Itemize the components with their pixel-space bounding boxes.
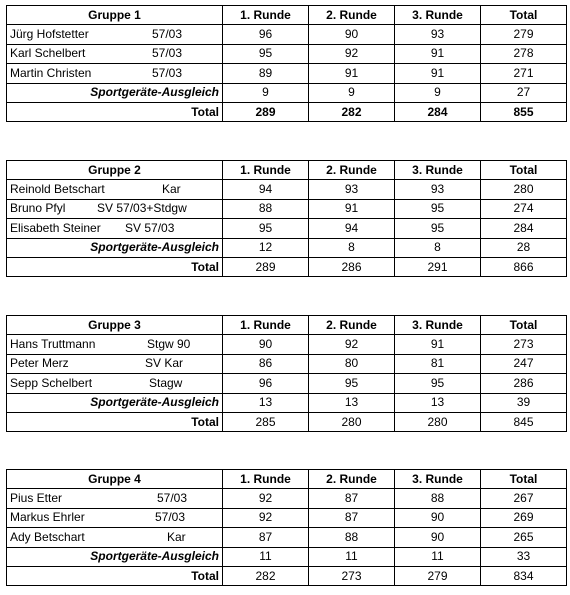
header-row — [7, 161, 567, 180]
header-total: Total — [481, 316, 567, 335]
ausgleich-total: 28 — [481, 238, 567, 257]
ausgleich-label: Sportgeräte-Ausgleich — [7, 83, 223, 102]
round-1-score: 88 — [223, 199, 309, 218]
club-label: SV 57/03+Stdgw — [97, 201, 187, 216]
shooter-cell — [7, 528, 223, 547]
table-row — [7, 219, 567, 238]
shooter-cell — [7, 374, 223, 393]
total-round-1: 289 — [223, 102, 309, 121]
row-total: 278 — [481, 44, 567, 63]
ausgleich-total: 27 — [481, 83, 567, 102]
round-3-score: 81 — [395, 354, 481, 373]
group-table-1 — [6, 5, 567, 122]
round-3-score: 93 — [395, 180, 481, 199]
table-row — [7, 508, 567, 527]
table-row — [7, 374, 567, 393]
ausgleich-round-1: 12 — [223, 238, 309, 257]
round-2-score: 93 — [309, 180, 395, 199]
header-round-1: 1. Runde — [223, 470, 309, 489]
total-round-1: 282 — [223, 566, 309, 585]
round-1-score: 96 — [223, 374, 309, 393]
group-title: Gruppe 2 — [7, 161, 223, 180]
club-label: Kar — [162, 182, 181, 197]
row-total: 280 — [481, 180, 567, 199]
shooter-cell — [7, 25, 223, 44]
shooter-name: Jürg Hofstetter — [10, 27, 89, 42]
total-round-3: 280 — [395, 412, 481, 431]
total-label: Total — [7, 412, 223, 431]
row-total: 265 — [481, 528, 567, 547]
grand-total: 855 — [481, 102, 567, 121]
round-2-score: 87 — [309, 489, 395, 508]
total-round-1: 289 — [223, 257, 309, 276]
group-table-4 — [6, 469, 567, 586]
table-row — [7, 528, 567, 547]
shooter-cell — [7, 508, 223, 527]
ausgleich-row — [7, 83, 567, 102]
club-label: 57/03 — [155, 510, 186, 525]
club-label: SV 57/03 — [125, 220, 175, 235]
table-row — [7, 354, 567, 373]
round-3-score: 90 — [395, 508, 481, 527]
round-3-score: 88 — [395, 489, 481, 508]
shooter-name: Peter Merz — [10, 356, 69, 371]
header-total: Total — [481, 161, 567, 180]
ausgleich-row — [7, 547, 567, 566]
total-round-2: 282 — [309, 102, 395, 121]
shooter-cell — [7, 335, 223, 354]
round-1-score: 86 — [223, 354, 309, 373]
ausgleich-label: Sportgeräte-Ausgleich — [7, 547, 223, 566]
total-row — [7, 102, 567, 121]
ausgleich-total: 39 — [481, 393, 567, 412]
shooter-cell — [7, 44, 223, 63]
ausgleich-round-3: 11 — [395, 547, 481, 566]
total-row — [7, 566, 567, 585]
round-2-score: 80 — [309, 354, 395, 373]
header-round-2: 2. Runde — [309, 316, 395, 335]
round-1-score: 95 — [223, 44, 309, 63]
shooter-name: Bruno Pfyl — [10, 201, 66, 216]
total-round-3: 291 — [395, 257, 481, 276]
total-label: Total — [7, 566, 223, 585]
shooter-cell — [7, 354, 223, 373]
group-title: Gruppe 1 — [7, 6, 223, 25]
table-row — [7, 199, 567, 218]
ausgleich-round-3: 13 — [395, 393, 481, 412]
club-label: 57/03 — [152, 65, 183, 80]
ausgleich-total: 33 — [481, 547, 567, 566]
header-round-3: 3. Runde — [395, 6, 481, 25]
club-label: Stgw 90 — [147, 337, 191, 352]
round-1-score: 95 — [223, 219, 309, 238]
total-label: Total — [7, 102, 223, 121]
round-2-score: 87 — [309, 508, 395, 527]
header-total: Total — [481, 470, 567, 489]
shooter-name: Sepp Schelbert — [10, 375, 93, 390]
round-1-score: 87 — [223, 528, 309, 547]
round-3-score: 95 — [395, 219, 481, 238]
shooter-name: Reinold Betschart — [10, 182, 105, 197]
grand-total: 866 — [481, 257, 567, 276]
ausgleich-label: Sportgeräte-Ausgleich — [7, 393, 223, 412]
header-round-3: 3. Runde — [395, 161, 481, 180]
round-3-score: 93 — [395, 25, 481, 44]
club-label: 57/03 — [152, 27, 183, 42]
table-row — [7, 335, 567, 354]
ausgleich-round-2: 9 — [309, 83, 395, 102]
table-row — [7, 180, 567, 199]
shooter-name: Pius Etter — [10, 491, 63, 506]
header-total: Total — [481, 6, 567, 25]
total-label: Total — [7, 257, 223, 276]
round-1-score: 90 — [223, 335, 309, 354]
row-total: 267 — [481, 489, 567, 508]
group-table-2 — [6, 160, 567, 277]
total-row — [7, 257, 567, 276]
round-1-score: 92 — [223, 508, 309, 527]
ausgleich-label: Sportgeräte-Ausgleich — [7, 238, 223, 257]
total-round-2: 280 — [309, 412, 395, 431]
ausgleich-round-3: 8 — [395, 238, 481, 257]
total-round-3: 279 — [395, 566, 481, 585]
total-round-2: 286 — [309, 257, 395, 276]
row-total: 279 — [481, 25, 567, 44]
total-row — [7, 412, 567, 431]
club-label: Stagw — [149, 375, 183, 390]
round-3-score: 95 — [395, 374, 481, 393]
table-row — [7, 64, 567, 83]
header-row — [7, 470, 567, 489]
header-round-1: 1. Runde — [223, 6, 309, 25]
round-2-score: 92 — [309, 44, 395, 63]
club-label: 57/03 — [157, 491, 188, 506]
shooter-name: Ady Betschart — [10, 529, 85, 544]
header-round-3: 3. Runde — [395, 470, 481, 489]
shooter-cell — [7, 489, 223, 508]
group-title: Gruppe 4 — [7, 470, 223, 489]
grand-total: 834 — [481, 566, 567, 585]
row-total: 284 — [481, 219, 567, 238]
header-round-2: 2. Runde — [309, 470, 395, 489]
row-total: 274 — [481, 199, 567, 218]
ausgleich-round-2: 13 — [309, 393, 395, 412]
round-1-score: 94 — [223, 180, 309, 199]
header-round-3: 3. Runde — [395, 316, 481, 335]
round-1-score: 92 — [223, 489, 309, 508]
table-row — [7, 25, 567, 44]
round-2-score: 90 — [309, 25, 395, 44]
ausgleich-round-2: 11 — [309, 547, 395, 566]
header-round-1: 1. Runde — [223, 316, 309, 335]
round-1-score: 89 — [223, 64, 309, 83]
row-total: 271 — [481, 64, 567, 83]
group-table-3 — [6, 315, 567, 432]
ausgleich-row — [7, 238, 567, 257]
shooter-cell — [7, 219, 223, 238]
round-3-score: 91 — [395, 44, 481, 63]
ausgleich-row — [7, 393, 567, 412]
round-1-score: 96 — [223, 25, 309, 44]
ausgleich-round-1: 11 — [223, 547, 309, 566]
header-round-2: 2. Runde — [309, 6, 395, 25]
total-round-3: 284 — [395, 102, 481, 121]
round-2-score: 91 — [309, 199, 395, 218]
club-label: SV Kar — [145, 356, 184, 371]
row-total: 286 — [481, 374, 567, 393]
shooter-name: Martin Christen — [10, 65, 92, 80]
round-2-score: 91 — [309, 64, 395, 83]
round-2-score: 88 — [309, 528, 395, 547]
shooter-cell — [7, 199, 223, 218]
header-row — [7, 6, 567, 25]
total-round-1: 285 — [223, 412, 309, 431]
round-3-score: 91 — [395, 335, 481, 354]
header-round-2: 2. Runde — [309, 161, 395, 180]
header-round-1: 1. Runde — [223, 161, 309, 180]
round-3-score: 90 — [395, 528, 481, 547]
round-2-score: 92 — [309, 335, 395, 354]
shooter-name: Karl Schelbert — [10, 46, 86, 61]
shooter-cell — [7, 64, 223, 83]
table-row — [7, 489, 567, 508]
group-title: Gruppe 3 — [7, 316, 223, 335]
ausgleich-round-2: 8 — [309, 238, 395, 257]
ausgleich-round-1: 13 — [223, 393, 309, 412]
round-2-score: 95 — [309, 374, 395, 393]
row-total: 273 — [481, 335, 567, 354]
ausgleich-round-3: 9 — [395, 83, 481, 102]
round-3-score: 95 — [395, 199, 481, 218]
shooter-cell — [7, 180, 223, 199]
round-3-score: 91 — [395, 64, 481, 83]
grand-total: 845 — [481, 412, 567, 431]
shooter-name: Markus Ehrler — [10, 510, 85, 525]
club-label: Kar — [167, 529, 186, 544]
row-total: 247 — [481, 354, 567, 373]
shooter-name: Elisabeth Steiner — [10, 220, 101, 235]
table-row — [7, 44, 567, 63]
club-label: 57/03 — [152, 46, 183, 61]
shooter-name: Hans Truttmann — [10, 337, 96, 352]
round-2-score: 94 — [309, 219, 395, 238]
ausgleich-round-1: 9 — [223, 83, 309, 102]
total-round-2: 273 — [309, 566, 395, 585]
row-total: 269 — [481, 508, 567, 527]
header-row — [7, 316, 567, 335]
